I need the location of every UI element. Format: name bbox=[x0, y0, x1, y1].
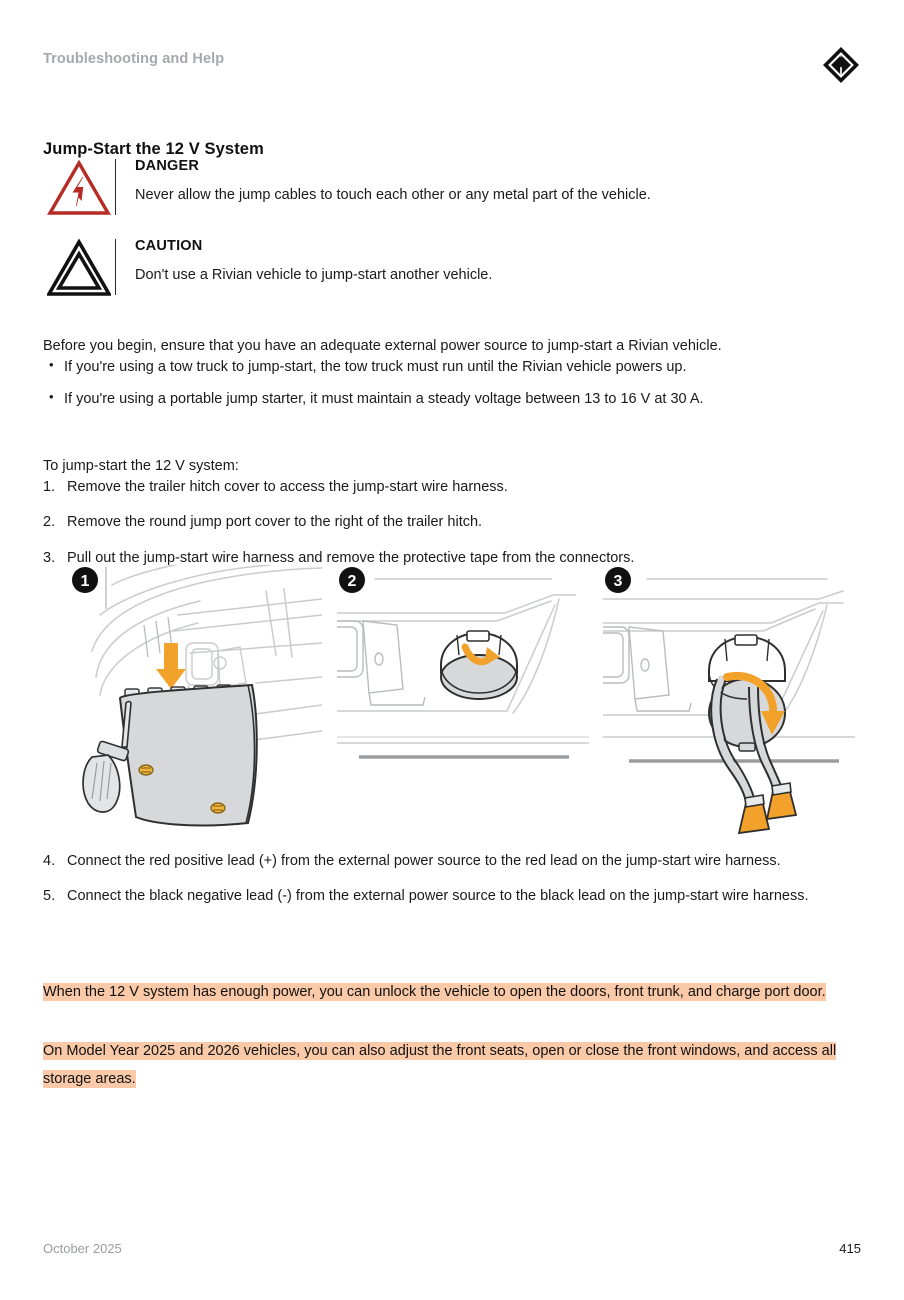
footer-page-number: 415 bbox=[839, 1241, 861, 1256]
intro-bullet-list bbox=[43, 357, 873, 421]
admonition-level-label: DANGER bbox=[135, 158, 200, 174]
rivian-diamond-logo-icon bbox=[821, 45, 861, 85]
step-text: Connect the black negative lead (-) from the external power source to the black lead on the jump-start wire harness. bbox=[67, 888, 809, 905]
intro-paragraph: Before you begin, ensure that you have an adequate external power source to jump-start a Rivian vehicle. bbox=[43, 337, 722, 354]
highlighted-text: When the 12 V system has enough power, you can unlock the vehicle to open the doors, front trunk, and charge port door. bbox=[43, 984, 826, 1000]
list-item bbox=[43, 511, 888, 533]
page-header bbox=[43, 45, 861, 87]
cover-screw bbox=[211, 803, 225, 813]
illustration-panel-3 bbox=[603, 565, 855, 837]
page-title: Jump-Start the 12 V System bbox=[43, 140, 264, 159]
list-item: • If you're using a tow truck to jump-start, the tow truck must run until the Rivian vehicle powers up. bbox=[43, 357, 873, 378]
illustration-panel-2 bbox=[337, 565, 589, 837]
admonition-level-label: CAUTION bbox=[135, 238, 203, 254]
step-number: 5. bbox=[43, 888, 56, 905]
list-item: • If you're using a portable jump starter, it must maintain a steady voltage between 13 to 16 V at 30 A. bbox=[43, 389, 873, 410]
step-text: Connect the red positive lead (+) from the external power source to the red lead on the jump-start wire harness. bbox=[67, 853, 781, 869]
admonition-text: Never allow the jump cables to touch each other or any metal part of the vehicle. bbox=[135, 187, 651, 204]
harness-connector bbox=[739, 795, 769, 833]
step-number: 4. bbox=[43, 853, 56, 869]
cover-screw bbox=[139, 765, 153, 775]
footer-date: October 2025 bbox=[43, 1241, 122, 1256]
panel-badge-label: 2 bbox=[347, 573, 357, 590]
panel-badge-2 bbox=[339, 567, 365, 593]
general-warning-double-triangle-icon bbox=[43, 237, 115, 297]
panel-badge-label: 1 bbox=[80, 573, 90, 590]
highlighted-text: On Model Year 2025 and 2026 vehicles, you can also adjust the front seats, open or close the front windows, and access all storage areas. bbox=[43, 1043, 837, 1087]
list-item bbox=[43, 476, 888, 498]
step-text: Pull out the jump-start wire harness and remove the protective tape from the connectors. bbox=[67, 549, 635, 566]
admonition-danger bbox=[43, 157, 651, 217]
harness-connector bbox=[767, 783, 796, 819]
step-number: 1. bbox=[43, 479, 56, 495]
step-text: Remove the trailer hitch cover to access the jump-start wire harness. bbox=[67, 479, 508, 495]
panel-badge-label: 3 bbox=[613, 573, 623, 590]
electric-shock-warning-triangle-icon bbox=[43, 157, 115, 217]
step-number: 3. bbox=[43, 549, 56, 566]
procedure-lead-in: To jump-start the 12 V system: bbox=[43, 457, 239, 474]
step-number: 2. bbox=[43, 514, 56, 531]
step-text: Remove the round jump port cover to the right of the trailer hitch. bbox=[67, 514, 483, 531]
page-footer bbox=[43, 1241, 861, 1256]
running-header-title: Troubleshooting and Help bbox=[43, 51, 225, 67]
admonition-text: Don't use a Rivian vehicle to jump-start another vehicle. bbox=[135, 267, 493, 284]
highlighted-note-1 bbox=[43, 979, 883, 1007]
admonition-caution bbox=[43, 237, 492, 297]
list-item bbox=[43, 850, 888, 872]
illustration-panel-1 bbox=[70, 565, 322, 837]
procedure-steps-4-5 bbox=[43, 850, 888, 921]
down-arrow-annotation bbox=[156, 643, 186, 689]
highlighted-note-2 bbox=[43, 1038, 883, 1093]
list-item bbox=[43, 885, 888, 907]
panel-badge-3 bbox=[605, 567, 631, 593]
procedure-illustration-figure bbox=[70, 565, 870, 837]
panel-badge-1 bbox=[72, 567, 98, 593]
